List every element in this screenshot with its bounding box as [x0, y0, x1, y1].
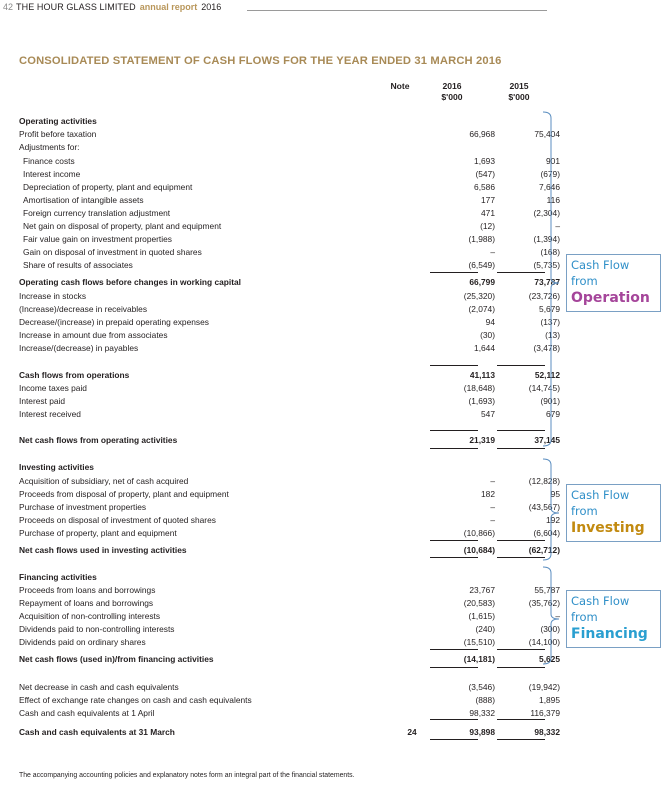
value-2015: (5,735)	[533, 260, 560, 270]
row-note: 24	[407, 727, 417, 737]
value-2016: 93,898	[469, 727, 495, 737]
row-label: Increase in stocks	[19, 291, 87, 301]
value-2016: –	[490, 476, 495, 486]
value-2015: (19,942)	[528, 682, 560, 692]
annotation-operation	[566, 254, 661, 312]
value-2015: (168)	[540, 247, 560, 257]
value-2015: (62,712)	[528, 545, 560, 555]
value-2015: (901)	[540, 396, 560, 406]
annotation-line-2: from	[571, 610, 598, 624]
value-2016: –	[490, 247, 495, 257]
value-2016: 177	[481, 195, 495, 205]
row-label: Dividends paid to non-controlling interests	[19, 624, 175, 634]
value-2015: (12,828)	[528, 476, 560, 486]
annotation-line-3: Financing	[571, 626, 648, 642]
value-2015: (43,567)	[528, 502, 560, 512]
row-label: Increase in amount due from associates	[19, 330, 168, 340]
row-label: Depreciation of property, plant and equipment	[23, 182, 193, 192]
annotation-line-2: from	[571, 504, 598, 518]
annotation-line-1: Cash Flow	[571, 258, 630, 272]
value-2016: (888)	[475, 695, 495, 705]
value-2016: (547)	[475, 169, 495, 179]
annotation-line-3: Investing	[571, 520, 645, 536]
value-2015: –	[555, 611, 560, 621]
value-2015: 116,379	[530, 708, 560, 718]
annotation-investing	[566, 484, 661, 542]
row-label: Fair value gain on investment properties	[23, 234, 172, 244]
value-2015: (679)	[540, 169, 560, 179]
value-2015: 73,787	[534, 277, 560, 287]
annotation-line-1: Cash Flow	[571, 594, 630, 608]
value-2015: (300)	[540, 624, 560, 634]
annotation-line-3: Operation	[571, 290, 650, 306]
brace-shape	[543, 567, 559, 664]
row-label: Cash flows from operations	[19, 370, 130, 380]
value-2015: (2,304)	[533, 208, 560, 218]
value-2015: (6,604)	[533, 528, 560, 538]
value-2016: 6,586	[474, 182, 495, 192]
year-2016-column-header: 2016 $'000	[441, 81, 463, 102]
value-2015: 75,404	[534, 129, 560, 139]
annotation-financing	[566, 590, 661, 648]
value-2016: (30)	[480, 330, 495, 340]
row-label: Net gain on disposal of property, plant and equipment	[23, 221, 222, 231]
page-number: 42	[3, 2, 14, 12]
row-label: Interest received	[19, 409, 81, 419]
brace-shape	[543, 459, 559, 560]
row-label: Amortisation of intangible assets	[23, 195, 144, 205]
row-label: Operating cash flows before changes in working capital	[19, 277, 241, 287]
value-2015: 55,787	[534, 585, 560, 595]
row-label: Net cash flows (used in)/from financing activities	[19, 654, 214, 664]
value-2015: –	[555, 221, 560, 231]
statement-title: CONSOLIDATED STATEMENT OF CASH FLOWS FOR THE YEAR ENDED 31 MARCH 2016	[19, 55, 502, 67]
row-label: Foreign currency translation adjustment	[23, 208, 171, 218]
value-2015: 37,145	[534, 435, 560, 445]
row-label: Cash and cash equivalents at 31 March	[19, 727, 175, 737]
company-name: THE HOUR GLASS LIMITED	[16, 2, 136, 12]
value-2015: (13)	[545, 330, 560, 340]
row-label: Decrease/(increase) in prepaid operating expenses	[19, 317, 209, 327]
row-label: Investing activities	[19, 462, 94, 472]
value-2016: 41,113	[469, 370, 495, 380]
row-label: Interest paid	[19, 396, 66, 406]
value-2015: 1,895	[539, 695, 560, 705]
value-2015: 52,112	[534, 370, 560, 380]
annotation-line-2: from	[571, 274, 598, 288]
value-2016: 1,644	[474, 343, 495, 353]
row-label: Acquisition of non-controlling interests	[19, 611, 161, 621]
row-label: Repayment of loans and borrowings	[19, 598, 154, 608]
row-label: Interest income	[23, 169, 81, 179]
row-label: Gain on disposal of investment in quoted shares	[23, 247, 202, 257]
row-label: Proceeds from disposal of property, plant and equipment	[19, 489, 229, 499]
value-2016: –	[490, 502, 495, 512]
value-2016: 182	[481, 489, 495, 499]
value-2016: (14,181)	[463, 654, 495, 664]
row-label: Dividends paid on ordinary shares	[19, 637, 146, 647]
report-name: annual report	[139, 2, 198, 12]
row-label: Financing activities	[19, 572, 97, 582]
value-2015: 901	[546, 156, 560, 166]
value-2016: (1,988)	[468, 234, 495, 244]
value-2016: (25,320)	[463, 291, 495, 301]
row-label: Effect of exchange rate changes on cash and cash equivalents	[19, 695, 252, 705]
brace-shape	[543, 112, 559, 446]
value-2015: 5,679	[539, 304, 560, 314]
row-label: Finance costs	[23, 156, 75, 166]
value-2016: 547	[481, 409, 495, 419]
value-2016: (2,074)	[468, 304, 495, 314]
value-2016: (3,546)	[468, 682, 495, 692]
row-label: (Increase)/decrease in receivables	[19, 304, 148, 314]
value-2016: (15,510)	[463, 637, 495, 647]
value-2015: 5,625	[539, 654, 560, 664]
value-2016: (20,583)	[463, 598, 495, 608]
row-label: Purchase of investment properties	[19, 502, 147, 512]
value-2016: (1,693)	[468, 396, 495, 406]
value-2015: 98,332	[534, 727, 560, 737]
row-label: Share of results of associates	[23, 260, 133, 270]
row-label: Profit before taxation	[19, 129, 97, 139]
value-2016: –	[490, 515, 495, 525]
value-2015: 7,646	[539, 182, 560, 192]
row-label: Operating activities	[19, 116, 97, 126]
value-2015: (23,726)	[528, 291, 560, 301]
value-2015: 679	[546, 409, 560, 419]
value-2016: (10,684)	[463, 545, 495, 555]
value-2016: 471	[481, 208, 495, 218]
value-2015: (14,100)	[528, 637, 560, 647]
value-2016: 23,767	[469, 585, 495, 595]
value-2015: (14,745)	[528, 383, 560, 393]
value-2015: (3,478)	[533, 343, 560, 353]
value-2016: (240)	[475, 624, 495, 634]
annotation-line-1: Cash Flow	[571, 488, 630, 502]
value-2016: 94	[485, 317, 495, 327]
row-label: Purchase of property, plant and equipment	[19, 528, 177, 538]
value-2015: 116	[546, 195, 560, 205]
row-label: Acquisition of subsidiary, net of cash acquired	[19, 476, 189, 486]
value-2016: 1,693	[474, 156, 495, 166]
value-2016: 66,799	[469, 277, 495, 287]
value-2016: 66,968	[469, 129, 495, 139]
value-2015: (1,394)	[533, 234, 560, 244]
value-2016: (10,866)	[463, 528, 495, 538]
row-label: Cash and cash equivalents at 1 April	[19, 708, 155, 718]
value-2016: (1,615)	[468, 611, 495, 621]
row-label: Proceeds from loans and borrowings	[19, 585, 156, 595]
row-label: Adjustments for:	[19, 142, 80, 152]
row-label: Net decrease in cash and cash equivalents	[19, 682, 179, 692]
row-label: Net cash flows used in investing activities	[19, 545, 187, 555]
footer-note: The accompanying accounting policies and explanatory notes form an integral part of the financial statements.	[19, 772, 355, 779]
value-2016: (6,549)	[468, 260, 495, 270]
value-2016: 98,332	[469, 708, 495, 718]
row-label: Income taxes paid	[19, 383, 87, 393]
value-2015: (35,762)	[528, 598, 560, 608]
row-label: Net cash flows from operating activities	[19, 435, 178, 445]
row-label: Proceeds on disposal of investment of quoted shares	[19, 515, 216, 525]
value-2015: 95	[550, 489, 560, 499]
row-label: Increase/(decrease) in payables	[19, 343, 139, 353]
value-2016: (12)	[480, 221, 495, 231]
value-2016: (18,648)	[463, 383, 495, 393]
report-year: 2016	[201, 2, 222, 12]
value-2015: 192	[546, 515, 560, 525]
note-column-header: Note	[390, 81, 410, 91]
value-2016: 21,319	[469, 435, 495, 445]
value-2015: (137)	[540, 317, 560, 327]
year-2015-column-header: 2015 $'000	[508, 81, 530, 102]
